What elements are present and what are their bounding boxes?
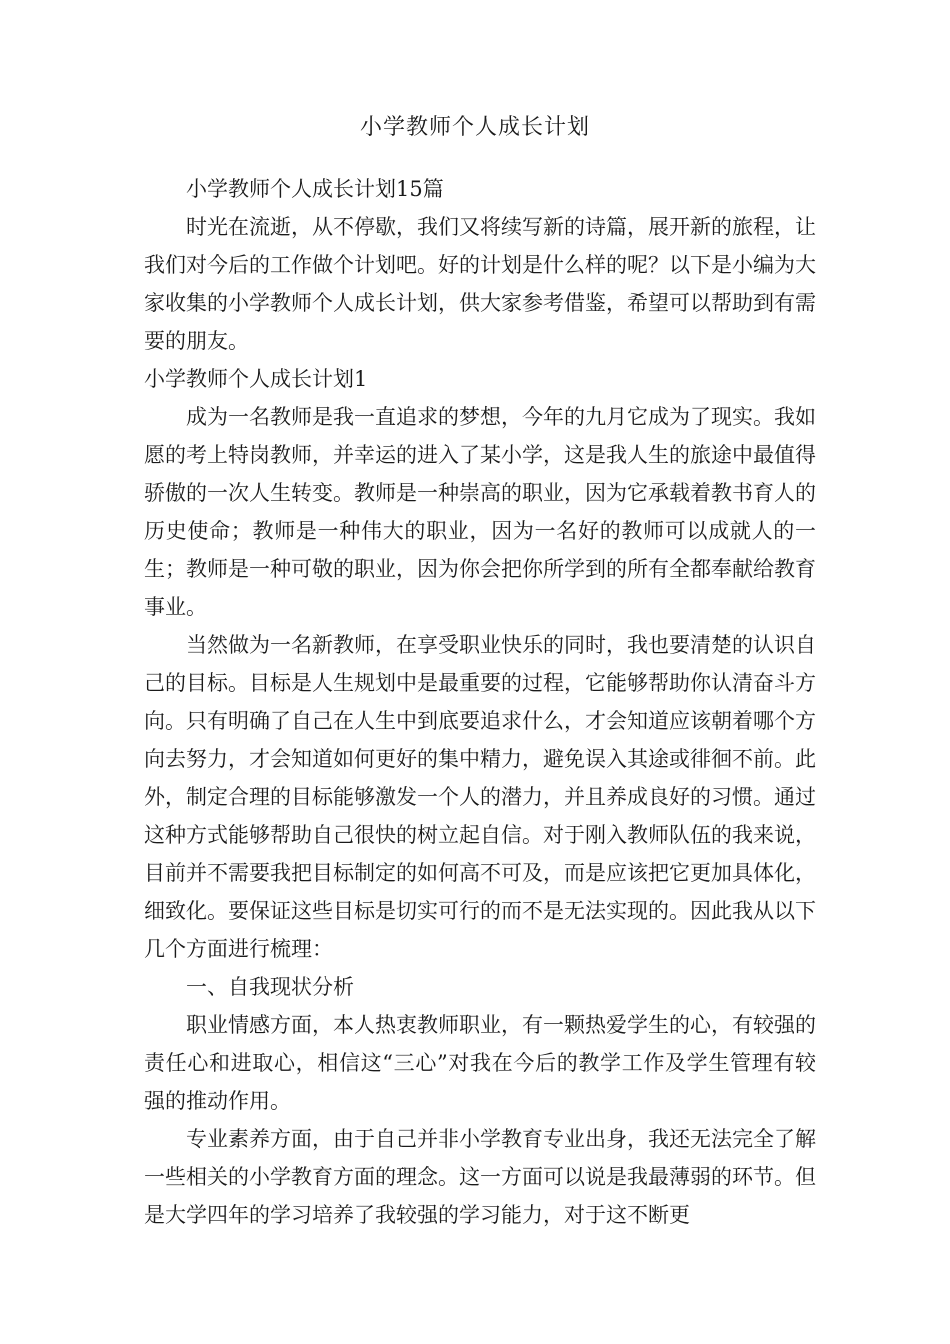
subtitle-paragraph: 小学教师个人成长计划15篇 (186, 177, 444, 201)
section-heading: 小学教师个人成长计划1 (144, 367, 368, 391)
body-paragraph: 当然做为一名新教师，在享受职业快乐的同时，我也要清楚的认识自己的目标。目标是人生规划中是最重要的过程，它能够帮助你认清奋斗方向。只有明确了自己在人生中到底要追求什么，才会知道应该朝着哪个方向去努力，才会知道如何更好的集中精力，避免误入其途或徘徊不前。此外，制定合理的目标能够激发一个人的潜力，并且养成良好的习惯。通过这种方式能够帮助自己很快的树立起自信。对于刚入教师队伍的我来说，目前并不需要我把目标制定的如何高不可及，而是应该把它更加具体化，细致化。要保证这些目标是切实可行的而不是无法实现的。因此我从以下几个方面进行梳理： (144, 633, 816, 961)
body-paragraph: 成为一名教师是我一直追求的梦想，今年的九月它成为了现实。我如愿的考上特岗教师，并幸运的进入了某小学，这是我人生的旅途中最值得骄傲的一次人生转变。教师是一种崇高的职业，因为它承载着教书育人的历史使命；教师是一种伟大的职业，因为一名好的教师可以成就人的一生；教师是一种可敬的职业，因为你会把你所学到的所有全都奉献给教育事业。 (144, 405, 816, 619)
body-paragraph: 专业素养方面，由于自己并非小学教育专业出身，我还无法完全了解一些相关的小学教育方面的理念。这一方面可以说是我最薄弱的环节。但是大学四年的学习培养了我较强的学习能力，对于这不断更 (144, 1127, 816, 1227)
document-body (144, 170, 816, 1234)
body-paragraph: 职业情感方面，本人热衷教师职业，有一颗热爱学生的心，有较强的责任心和进取心，相信这“三心”对我在今后的教学工作及学生管理有较强的推动作用。 (144, 1013, 816, 1113)
intro-paragraph: 时光在流逝，从不停歇，我们又将续写新的诗篇，展开新的旅程，让我们对今后的工作做个计划吧。好的计划是什么样的呢？以下是小编为大家收集的小学教师个人成长计划，供大家参考借鉴，希望可以帮助到有需要的朋友。 (144, 215, 816, 353)
document-title: 小学教师个人成长计划 (359, 115, 590, 140)
subsection-heading: 一、自我现状分析 (186, 975, 354, 999)
